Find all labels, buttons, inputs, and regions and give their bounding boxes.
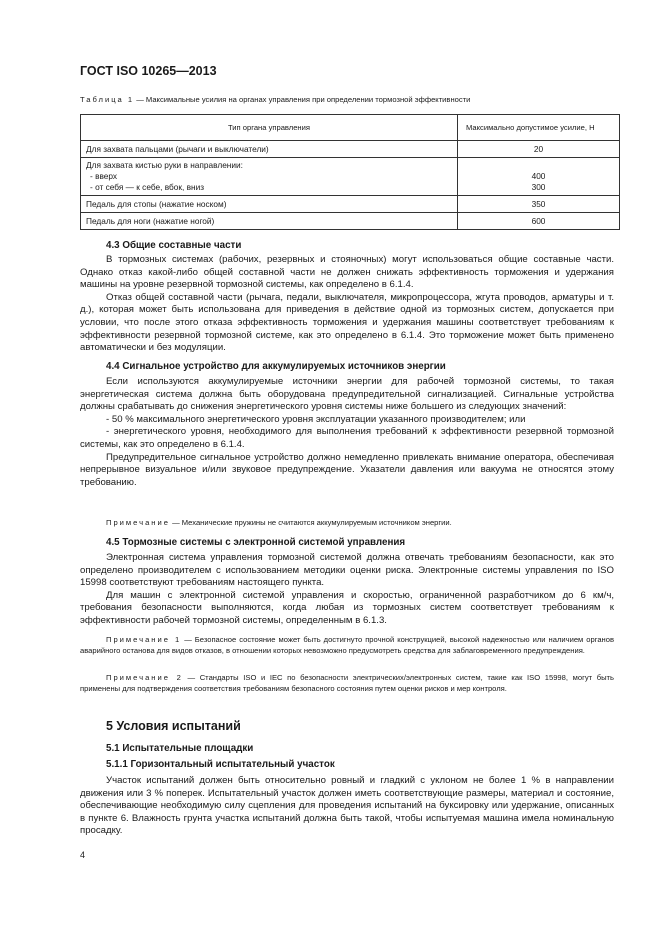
note-text: — Безопасное состояние может быть достигнуто прочной конструкцией, высокой надежностью или наличием органов аварийного останова для видов отказов, в отношении которых невозможно предусмотреть средства для заблаговременного предупреждения. (80, 635, 614, 655)
table-cell-value (458, 158, 620, 196)
section-5-1-heading: 5.1 Испытательные площадки (106, 743, 254, 754)
paragraph: Отказ общей составной части (рычага, педали, выключателя, микропроцессора, жгута проводов, арматуры и т. д.), которая может быть использована для приведения в действие одной из тормозных систем, допускается при условии, что после этого отказа эффективность торможения и удержания машины соответствует требованиям к эффективности резервной тормозной системе, как это определено в 6.1.4. Это торможение может быть применено автоматически и без модуляции. (80, 291, 614, 354)
note-text: — Механические пружины не считаются аккумулируемым источником энергии. (169, 518, 452, 527)
table-row2-sub1: - вверх (90, 171, 118, 181)
table-header-row (81, 115, 620, 141)
table-row2-value1: 400 (531, 171, 546, 181)
table-caption-text: — Максимальные усилия на органах управления при определении тормозной эффективности (134, 95, 471, 104)
section-5-1-1-heading: 5.1.1 Горизонтальный испытательный участок (106, 759, 335, 770)
table-cell-value: 20 (458, 141, 620, 158)
table-cell-label: Педаль для ноги (нажатие ногой) (81, 213, 458, 230)
section-4-4-note (106, 517, 614, 528)
bullet-item: - 50 % максимального энергетического уровня эксплуатации указанного производителем; или (106, 413, 526, 425)
note-label: Примечание (106, 518, 170, 527)
table-row (81, 196, 620, 213)
forces-table (80, 114, 620, 230)
table-row (81, 158, 620, 196)
document-header: ГОСТ ISO 10265—2013 (80, 64, 217, 78)
section-4-5-note-1 (80, 634, 614, 656)
table-row2-label: Для захвата кистью руки в направлении: (86, 160, 243, 170)
paragraph: Электронная система управления тормозной системой должна отвечать требованиям безопасности, как это определено производителем с использованием методики оценки риска. Электронные системы управления по ISO 15998 соответствуют требованиям настоящего пункта. (80, 552, 614, 589)
note-label: Примечание 1 (106, 635, 182, 644)
paragraph: Если используются аккумулируемые источники энергии для рабочей тормозной системы, то такая энергетическая система должна быть оборудована предупредительной сигнализацией. Сигнальные устройства должны срабатывать до снижения энергетического уровня системы ниже большего из следующих значений: (80, 376, 614, 413)
paragraph: Участок испытаний должен быть относительно ровный и гладкий с уклоном не более 1 % в направлении движения или 3 % поперек. Испытательный участок должен иметь соответствующие размеры, материал и состояние, обеспечивающие необходимую силу сцепления для проведения испытаний на буксировку или удержание, описанных в пункте 6. Влажность грунта участка испытаний должна быть такой, чтобы испытуемая машина имела номинальную просадку. (80, 775, 614, 837)
table-cell-label (81, 158, 458, 196)
section-5-heading: 5 Условия испытаний (106, 719, 241, 733)
table-caption (80, 95, 470, 104)
section-4-3-heading: 4.3 Общие составные части (106, 240, 242, 251)
section-5-1-1-body (80, 775, 614, 838)
table-cell-label: Для захвата пальцами (рычаги и выключатели) (81, 141, 458, 158)
section-4-5-note-2 (80, 672, 614, 694)
table-row2-sub2: - от себя — к себе, вбок, вниз (90, 182, 205, 192)
table-cell-value: 350 (458, 196, 620, 213)
table-caption-label: Таблица 1 (80, 95, 135, 104)
section-4-5-body (80, 552, 614, 628)
section-4-4-heading: 4.4 Сигнальное устройство для аккумулируемых источников энергии (106, 361, 446, 372)
paragraph: Для машин с электронной системой управления и скоростью, ограниченной разработчиком до 6 км/ч, требования безопасности выполняются, когда любая из тормозных систем соответствует требованиям к эффективности рабочей тормозной системы, определенным в 6.1.3. (80, 589, 614, 626)
paragraph: В тормозных системах (рабочих, резервных и стояночных) могут использоваться общие составные части. Однако отказ какой-либо общей составной части не должен снижать эффективность торможения и удержания машины на уровне резервной тормозной системы, как определено в 6.1.4. (80, 254, 614, 291)
table-row (81, 213, 620, 230)
page-number: 4 (80, 850, 86, 860)
table-row2-value2: 300 (531, 182, 546, 192)
table-col-max-force: Максимально допустимое усилие, Н (458, 115, 620, 141)
section-4-5-heading: 4.5 Тормозные системы с электронной системой управления (106, 537, 406, 548)
table-cell-label: Педаль для стопы (нажатие носком) (81, 196, 458, 213)
table-col-control-type: Тип органа управления (81, 115, 458, 141)
section-4-3-body (80, 254, 614, 355)
bullet-item: - энергетического уровня, необходимого для выполнения требований к эффективности резервной тормозной системы, как это определено в 6.1.4. (80, 426, 614, 450)
section-4-4-body (80, 376, 614, 489)
paragraph: Предупредительное сигнальное устройство должно немедленно привлекать внимание оператора, обеспечивая непрерывное визуальное и/или звуковое предупреждение. Указатели давления или вакуума не относятся этому требованию. (80, 451, 614, 488)
note-label: Примечание 2 (106, 673, 183, 682)
table-cell-value: 600 (458, 213, 620, 230)
note-text: — Стандарты ISO и IEC по безопасности электрических/электронных систем, такие как ISO 15998, могут быть применены для подтверждения соответствия требованиям безопасного состояния путем оценки рисков и мер контроля. (80, 673, 614, 693)
table-row (81, 141, 620, 158)
